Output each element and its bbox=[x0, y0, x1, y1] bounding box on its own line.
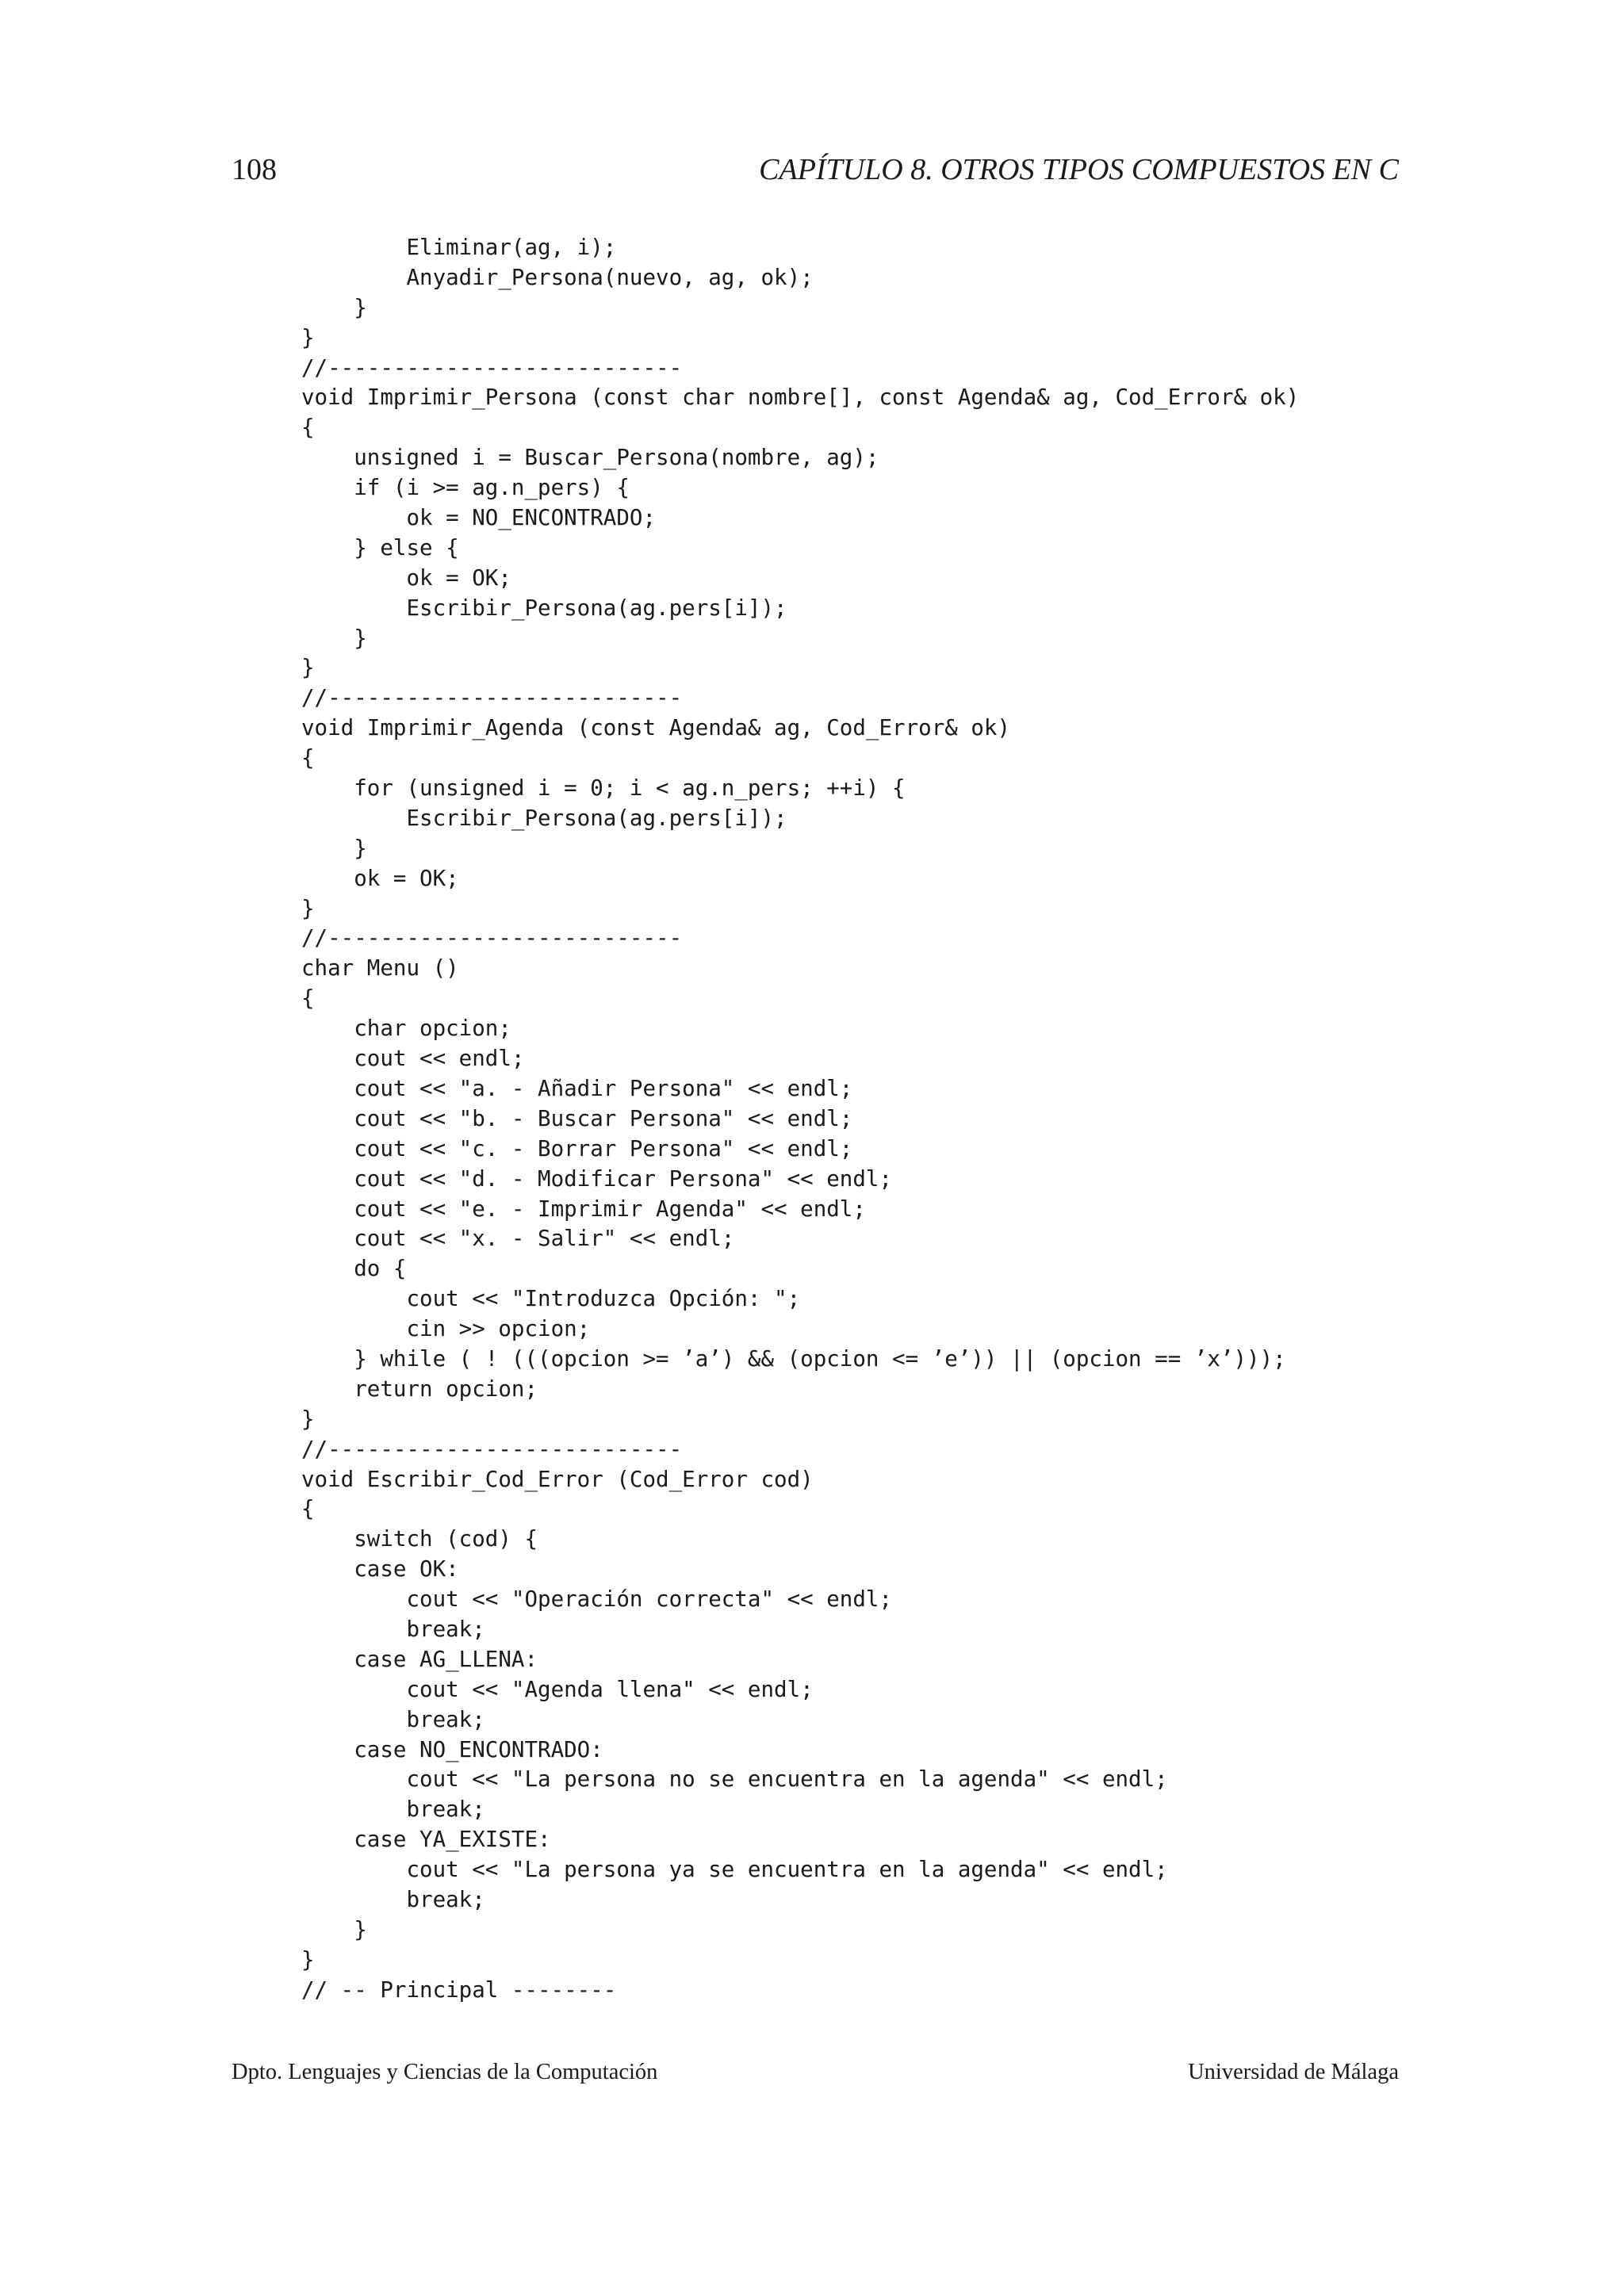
code-line: //--------------------------- bbox=[301, 1436, 683, 1462]
code-line: { bbox=[301, 415, 315, 441]
code-line: //--------------------------- bbox=[301, 354, 683, 381]
code-line: Anyadir_Persona(nuevo, ag, ok); bbox=[301, 264, 814, 290]
code-line: char opcion; bbox=[301, 1016, 511, 1042]
code-line: cout << "Operación correcta" << endl; bbox=[301, 1586, 893, 1613]
code-line: //--------------------------- bbox=[301, 685, 683, 711]
code-line: char Menu () bbox=[301, 955, 459, 982]
chapter-title: CAPÍTULO 8. OTROS TIPOS COMPUESTOS EN C bbox=[759, 153, 1399, 186]
code-line: cin >> opcion; bbox=[301, 1316, 591, 1342]
code-line: void Imprimir_Agenda (const Agenda& ag, Cod_Error& ok) bbox=[301, 715, 1011, 741]
code-line: cout << "La persona no se encuentra en la agenda" << endl; bbox=[301, 1766, 1168, 1793]
code-line: cout << "x. - Salir" << endl; bbox=[301, 1226, 735, 1252]
code-line: cout << "d. - Modificar Persona" << endl; bbox=[301, 1165, 893, 1192]
code-line: } else { bbox=[301, 534, 459, 561]
code-line: ok = OK; bbox=[301, 865, 459, 891]
code-line: for (unsigned i = 0; i < ag.n_pers; ++i) { bbox=[301, 775, 906, 802]
code-line: } bbox=[301, 1946, 315, 1973]
code-line: } bbox=[301, 324, 315, 350]
code-line: { bbox=[301, 1496, 315, 1522]
code-line: Escribir_Persona(ag.pers[i]); bbox=[301, 805, 787, 831]
footer-department: Dpto. Lenguajes y Ciencias de la Computación bbox=[232, 2060, 658, 2084]
code-line: unsigned i = Buscar_Persona(nombre, ag); bbox=[301, 445, 879, 471]
code-line: cout << endl; bbox=[301, 1046, 525, 1072]
code-line: cout << "a. - Añadir Persona" << endl; bbox=[301, 1075, 853, 1101]
code-line: //--------------------------- bbox=[301, 925, 683, 951]
code-line: return opcion; bbox=[301, 1376, 538, 1402]
code-line: cout << "e. - Imprimir Agenda" << endl; bbox=[301, 1196, 866, 1222]
code-line: } while ( ! (((opcion >= ’a’) && (opcion <= ’e’)) || (opcion == ’x’))); bbox=[301, 1345, 1286, 1372]
code-line: case YA_EXISTE: bbox=[301, 1827, 551, 1853]
code-line: Escribir_Persona(ag.pers[i]); bbox=[301, 595, 787, 621]
code-line: if (i >= ag.n_pers) { bbox=[301, 475, 630, 501]
code-line: Eliminar(ag, i); bbox=[301, 235, 617, 260]
code-line: } bbox=[301, 835, 367, 861]
code-line: cout << "Agenda llena" << endl; bbox=[301, 1676, 814, 1702]
code-line: case OK: bbox=[301, 1556, 459, 1582]
code-line: { bbox=[301, 985, 315, 1012]
footer-university: Universidad de Málaga bbox=[1188, 2060, 1399, 2084]
code-line: void Escribir_Cod_Error (Cod_Error cod) bbox=[301, 1466, 814, 1492]
code-line: break; bbox=[301, 1616, 485, 1642]
code-line: do { bbox=[301, 1256, 407, 1282]
code-line: break; bbox=[301, 1797, 485, 1823]
code-line: case NO_ENCONTRADO: bbox=[301, 1736, 603, 1762]
code-line: ok = NO_ENCONTRADO; bbox=[301, 505, 657, 531]
code-line: } bbox=[301, 895, 315, 921]
code-line: { bbox=[301, 745, 315, 771]
page-number: 108 bbox=[232, 153, 277, 186]
code-line: cout << "Introduzca Opción: "; bbox=[301, 1286, 801, 1312]
code-line: break; bbox=[301, 1886, 485, 1912]
code-line: } bbox=[301, 655, 315, 681]
code-line: cout << "c. - Borrar Persona" << endl; bbox=[301, 1135, 853, 1161]
page-header bbox=[232, 152, 1399, 197]
code-listing bbox=[301, 233, 1299, 2006]
code-line: } bbox=[301, 294, 367, 320]
code-line: cout << "b. - Buscar Persona" << endl; bbox=[301, 1105, 853, 1131]
code-line: void Imprimir_Persona (const char nombre[], const Agenda& ag, Cod_Error& ok) bbox=[301, 385, 1300, 411]
code-line: break; bbox=[301, 1706, 485, 1732]
code-line: cout << "La persona ya se encuentra en la agenda" << endl; bbox=[301, 1857, 1168, 1883]
code-line: switch (cod) { bbox=[301, 1526, 538, 1552]
code-line: ok = OK; bbox=[301, 564, 511, 591]
code-line: // -- Principal -------- bbox=[301, 1976, 617, 2003]
code-line: } bbox=[301, 1916, 367, 1942]
page-footer bbox=[232, 2060, 1399, 2099]
code-line: } bbox=[301, 625, 367, 651]
code-line: case AG_LLENA: bbox=[301, 1646, 538, 1672]
code-line: } bbox=[301, 1406, 315, 1432]
